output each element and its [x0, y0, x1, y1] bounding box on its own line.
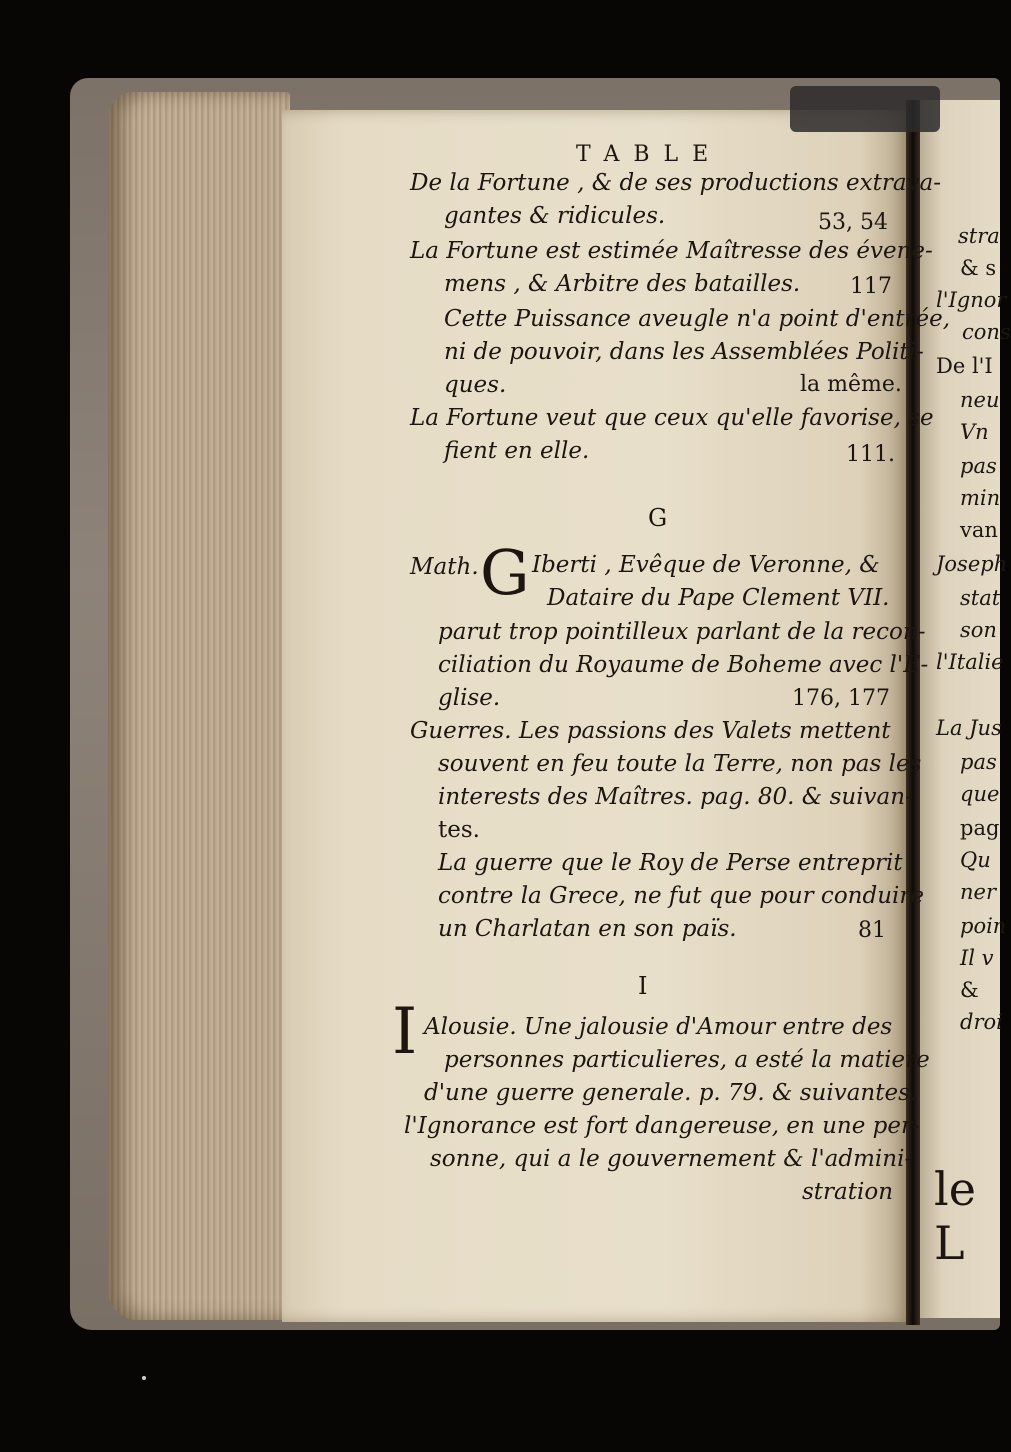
right-fragment: son [960, 618, 997, 642]
entry-line: d'une guerre generale. p. 79. & suivantes. [424, 1080, 918, 1106]
entry-prefix: Math. [410, 554, 479, 580]
entry-line: glise. [438, 685, 501, 711]
drop-cap-i: I [392, 995, 418, 1069]
entry-line: stration [802, 1179, 894, 1205]
entry-line: Iberti , Evêque de Veronne, & [532, 552, 880, 578]
entry-line: l'Ignorance est fort dangereuse, en une per- [404, 1113, 920, 1139]
right-fragment: De l'I [936, 354, 993, 378]
entry-line: personnes particulieres, a esté la matiere [444, 1047, 930, 1073]
entry-line: La guerre que le Roy de Perse entreprit [438, 850, 903, 876]
entry-line: sonne, qui a le gouvernement & l'admini- [430, 1146, 913, 1172]
entry-line: tes. [438, 817, 480, 843]
right-fragment: pas [960, 750, 997, 774]
right-fragment: Vn [960, 420, 989, 444]
page-heading: TABLE [576, 142, 723, 167]
entry-line: De la Fortune , & de ses productions extrava- [410, 170, 942, 196]
entry-line: parut trop pointilleux parlant de la recon- [438, 619, 926, 645]
right-fragment: l'Italie [936, 650, 1004, 674]
entry-line: mens , & Arbitre des batailles. [444, 271, 801, 297]
right-fragment: cons [962, 320, 1011, 344]
right-fragment: Il v [960, 946, 994, 970]
right-fragment: que [960, 782, 1000, 806]
book-gutter [906, 100, 920, 1325]
entry-pages: 111. [846, 442, 895, 467]
entry-line: La Fortune veut que ceux qu'elle favorise, se [410, 405, 934, 431]
right-fragment: Joseph [936, 552, 1008, 576]
right-fragment: Qu [960, 848, 991, 872]
entry-pages: la même. [800, 372, 902, 397]
entry-pages: 53, 54 [818, 210, 888, 235]
right-fragment: stat [960, 586, 1001, 610]
entry-pages: 81 [858, 918, 886, 943]
entry-line: Cette Puissance aveugle n'a point d'entrée, [444, 306, 951, 332]
entry-pages: 117 [850, 274, 892, 299]
entry-line: Dataire du Pape Clement VII. [547, 585, 890, 611]
right-fragment: pag [960, 816, 1000, 840]
binding-strip [790, 86, 940, 132]
right-fragment: l'Ignor [936, 288, 1007, 312]
section-letter-i: I [638, 972, 648, 1000]
right-fragment: & s [960, 256, 997, 280]
right-page [918, 100, 1000, 1318]
drop-cap-g: G [480, 536, 530, 609]
entry-line: souvent en feu toute la Terre, non pas les [438, 751, 922, 777]
entry-line: contre la Grece, ne fut que pour conduire [438, 883, 924, 909]
section-letter-g: G [648, 504, 668, 532]
page-edges [108, 92, 290, 1320]
right-big-letter: le L [934, 1162, 976, 1270]
entry-line: ni de pouvoir, dans les Assemblées Politi- [444, 339, 924, 365]
right-fragment: van [960, 518, 998, 542]
entry-line: gantes & ridicules. [444, 203, 666, 229]
right-fragment: droi [960, 1010, 1003, 1034]
entry-line: La Fortune est estimée Maîtresse des évene- [410, 238, 933, 264]
right-fragment: pas [960, 454, 997, 478]
entry-pages: 176, 177 [792, 686, 890, 711]
right-fragment: ner [960, 880, 996, 904]
dust-speck [142, 1376, 146, 1380]
right-fragment: stra [958, 224, 1000, 248]
right-fragment: poin [960, 914, 1007, 938]
entry-line: Guerres. Les passions des Valets mettent [410, 718, 891, 744]
right-fragment: & [960, 978, 979, 1002]
entry-line: ciliation du Royaume de Boheme avec l'E- [438, 652, 929, 678]
entry-line: Alousie. Une jalousie d'Amour entre des [424, 1014, 893, 1040]
right-fragment: La Jus [936, 716, 1002, 740]
entry-line: un Charlatan en son païs. [438, 916, 737, 942]
right-fragment: min [960, 486, 1001, 510]
entry-line: interests des Maîtres. pag. 80. & suivan- [438, 784, 913, 810]
right-fragment: neu [960, 388, 1000, 412]
entry-line: ques. [444, 372, 507, 398]
entry-line: fient en elle. [444, 438, 590, 464]
